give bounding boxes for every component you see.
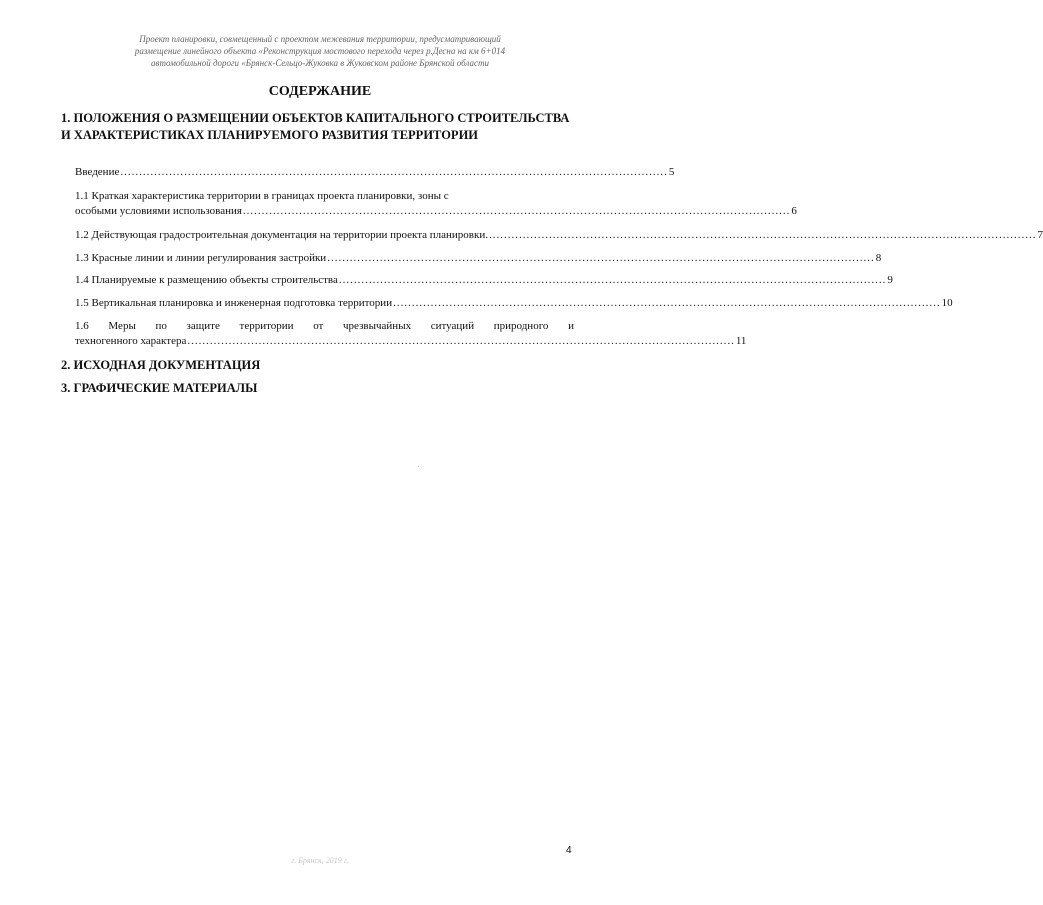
document-header xyxy=(70,33,570,69)
toc-page-number: 6 xyxy=(791,205,797,217)
toc-leader-dots: .................................................................................................................................................. xyxy=(393,297,941,309)
toc-leader-dots: .................................................................................................................................................. xyxy=(187,335,735,347)
toc-entry-title: 1.4 Планируемые к размещению объекты строительства xyxy=(75,274,338,286)
toc-entry-1-6 xyxy=(75,319,747,349)
toc-entry-1-2 xyxy=(75,228,1043,243)
toc-entry-title-lead: 1.1 Краткая характеристика территории в границах проекта планировки, зоны с xyxy=(75,190,449,202)
toc-page-number: 9 xyxy=(887,274,893,286)
toc-page-number: 5 xyxy=(668,166,675,178)
section-heading-2: 2. ИСХОДНАЯ ДОКУМЕНТАЦИЯ xyxy=(61,358,261,372)
page-number: 4 xyxy=(566,845,572,856)
section-heading-1: 1. ПОЛОЖЕНИЯ О РАЗМЕЩЕНИИ ОБЪЕКТОВ КАПИТАЛЬНОГО СТРОИТЕЛЬСТВА И ХАРАКТЕРИСТИКАХ ПЛАНИРУЕМОГО РАЗВИТИЯ ТЕРРИТОРИИ xyxy=(61,111,570,142)
toc-page-number: 8 xyxy=(875,252,882,264)
header-line: автомобильной дороги «Брянск-Сельцо-Жуковка в Жуковском районе Брянской области xyxy=(151,58,489,68)
toc-leader-dots: .................................................................................................................................................. xyxy=(488,229,1037,241)
page-title: СОДЕРЖАНИЕ xyxy=(268,84,372,99)
document-footer: г. Брянск, 2019 г. xyxy=(291,856,349,865)
scan-speck xyxy=(418,466,419,467)
toc-entry-title: 1.3 Красные линии и линии регулирования застройки xyxy=(75,252,327,264)
toc-entry-1-5 xyxy=(75,296,953,311)
toc-leader-dots: .................................................................................................................................................. xyxy=(327,252,875,264)
toc-entry-title: 1.2 Действующая градостроительная документация на территории проекта планировки. xyxy=(75,229,488,241)
section-heading-3: 3. ГРАФИЧЕСКИЕ МАТЕРИАЛЫ xyxy=(61,381,258,395)
toc-entry-1-3 xyxy=(75,251,882,266)
toc-entry-title: особыми условиями использования xyxy=(75,205,242,217)
toc-leader-dots: .................................................................................................................................................. xyxy=(338,274,887,286)
toc-entry-1-1 xyxy=(75,189,797,219)
header-line: Проект планировки, совмещенный с проектом межевания территории, предусматривающий xyxy=(139,34,501,44)
toc-entry-title: 1.5 Вертикальная планировка и инженерная подготовка территории xyxy=(75,297,393,309)
toc-leader-dots: .................................................................................................................................................. xyxy=(242,205,791,217)
toc-entry-title: Введение xyxy=(75,166,120,178)
header-line: размещение линейного объекта «Реконструкция мостового перехода через р.Десна на км 6+014 xyxy=(134,46,506,56)
toc-entry-intro xyxy=(75,165,675,180)
toc-entry-title: техногенного характера xyxy=(75,335,187,347)
toc-leader-dots: .................................................................................................................................................. xyxy=(120,166,668,178)
toc-page-number: 7 xyxy=(1037,229,1043,241)
toc-page-number: 10 xyxy=(941,297,953,309)
toc-page-number: 11 xyxy=(735,335,747,347)
toc-entry-title-lead: 1.6 Меры по защите территории от чрезвычайных ситуаций природного и xyxy=(75,320,574,332)
toc-entry-1-4 xyxy=(75,273,893,288)
